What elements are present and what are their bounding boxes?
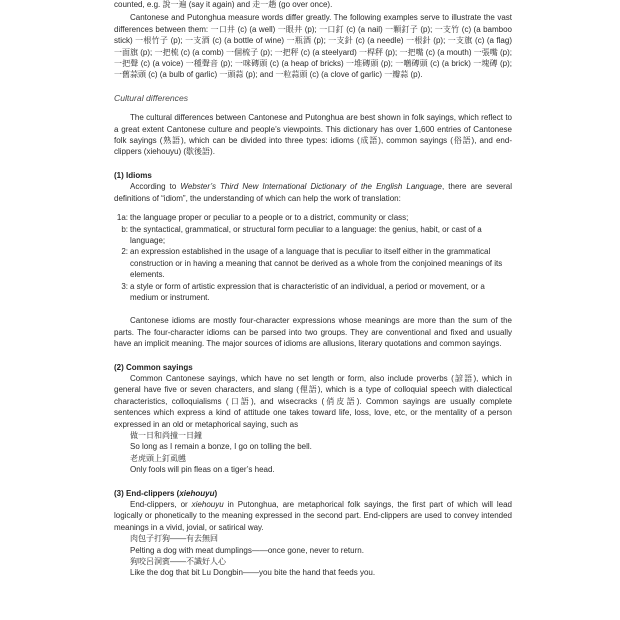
definition-mark: 3:: [121, 281, 128, 291]
text-column: [114, 0, 512, 579]
cultural-paragraph: The cultural differences between Cantonese and Putonghua are best shown in folk sayings, which reflect to a great extent Cantonese culture and people’s viewpoints. This dictionary has over 1,600 entries of Cantonese folk sayings (熟語), which can be divided into three types: idioms (成語), common sayings (俗語), and end-clippers (xiehouyu) (歇後語).: [114, 113, 512, 157]
example-chinese: 肉包子打狗——有去無回: [130, 534, 218, 544]
heading-idioms: (1) Idioms: [114, 170, 152, 180]
definition-mark: 2:: [121, 247, 128, 257]
definition-mark: 1a:: [116, 213, 128, 223]
definition-item: [114, 281, 512, 304]
example-english: Only fools will pin fleas on a tiger’s head.: [130, 465, 275, 475]
dictionary-title: Webster’s Third New International Dictionary of the English Language: [180, 182, 442, 192]
heading-common-sayings: (2) Common sayings: [114, 362, 193, 372]
definition-text: the syntactical, grammatical, or structural form peculiar to a language: the genius, habit, or cast of a language;: [130, 224, 482, 245]
common-examples: [114, 430, 512, 476]
idioms-paragraph-lead: According to: [130, 182, 177, 192]
example-english: So long as I remain a bonze, I go on tolling the bell.: [130, 442, 312, 452]
example-chinese: 做一日和尚撞一日鐘: [130, 431, 202, 440]
heading-end-clippers-tail: ): [214, 488, 218, 498]
example-english: Pelting a dog with meat dumplings——once gone, never to return.: [130, 545, 364, 555]
intro-continuation: counted, e.g. 說一遍 (say it again) and 走一趟 (go over once).: [114, 0, 333, 9]
definition-item: [114, 212, 512, 223]
definition-text: the language proper or peculiar to a people or to a district, community or class;: [130, 213, 409, 223]
end-clipper-examples: [114, 533, 512, 579]
measure-words-paragraph: Cantonese and Putonghua measure words differ greatly. The following examples serve to illustrate the vast differences between them: 一口井 (c) (a well) 一眼井 (p); 一口釘 (c) (a nail) 一顆釘子 (p); 一支竹 (c) (a bamboo stick) 一根竹子 (p); 一支酒 (c) (a bottle of wine) 一瓶酒 (p); 一支針 (c) (a needle) 一根針 (p); 一支旗 (c) (a flag) 一面旗 (p); 一把梳 (c) (a comb) 一個梳子 (p); 一把秤 (c) (a steelyard) 一桿秤 (p); 一把嘴 (c) (a mouth) 一張嘴 (p); 一把聲 (c) (a voice) 一種聲音 (p); 一咪磚頭 (c) (a heap of bricks) 一堆磚頭 (p); 一嚿磚頭 (c) (a brick) 一塊磚 (p); 一舊蒜頭 (c) (a bulb of garlic) 一頭蒜 (p); and 一粒蒜頭 (c) (a clove of garlic) 一瓣蒜 (p).: [114, 13, 512, 80]
definition-item: [114, 246, 512, 280]
definition-text: a style or form of artistic expression that is characteristic of an individual, a period or movement, or a medium or instrument.: [130, 281, 485, 302]
idioms-paragraph-rest: , there are several definitions of “idiom”, the understanding of which can help the work of translation:: [114, 182, 512, 203]
common-sayings-paragraph: Common Cantonese sayings, which have no set length or form, also include proverbs (諺語), which in general have five or seven characters, and slang (俚語), which is a type of colloquial speech with dialectical characteristics, colloquialisms (口語), and wisecracks (俏皮語). Common sayings are usually complete sentences which express a kind of attitude one takes toward life, loss, love, etc, or the mentality of a person expressed in an old or metaphorical saying, such as: [114, 373, 512, 429]
definition-item: [114, 224, 512, 247]
end-clippers-rest: in Putonghua, are metaphorical folk sayings, the first part of which will lead logically or phonetically to the meaning expressed in the second part. End-clippers are used to convey intended meanings in a vivid, jovial, or satirical way.: [114, 500, 512, 532]
heading-end-clippers-lead: (3) End-clippers (: [114, 488, 180, 498]
end-clippers-lead: End-clippers, or: [130, 500, 188, 510]
example-chinese: 老虎頭上釘虱乸: [130, 453, 186, 463]
heading-end-clippers-term: xiehouyu: [179, 488, 215, 498]
end-clippers-paragraph: [114, 499, 512, 533]
definitions-list: [114, 212, 512, 303]
section-title-cultural: Cultural differences: [114, 92, 189, 103]
idioms-sources-paragraph: Cantonese idioms are mostly four-character expressions whose meanings are more than the sum of the parts. The four-character idioms can be parsed into two groups. They are conventional and fixed and usually have an implicit meaning. The major sources of idioms are allusions, literary quotations and common sayings.: [114, 316, 512, 349]
end-clippers-term: xiehouyu: [191, 500, 224, 510]
heading-end-clippers: [114, 488, 512, 499]
definition-mark: b:: [121, 224, 128, 234]
example-chinese: 狗咬呂洞賓——不識好人心: [130, 557, 226, 567]
definition-text: an expression established in the usage of a language that is peculiar to itself either in the grammatical construction or in having a meaning that cannot be derived as a whole from the conjoined meanings of its elements.: [130, 247, 503, 280]
example-english: Like the dog that bit Lu Dongbin——you bite the hand that feeds you.: [130, 568, 376, 578]
idioms-paragraph: [114, 181, 512, 204]
